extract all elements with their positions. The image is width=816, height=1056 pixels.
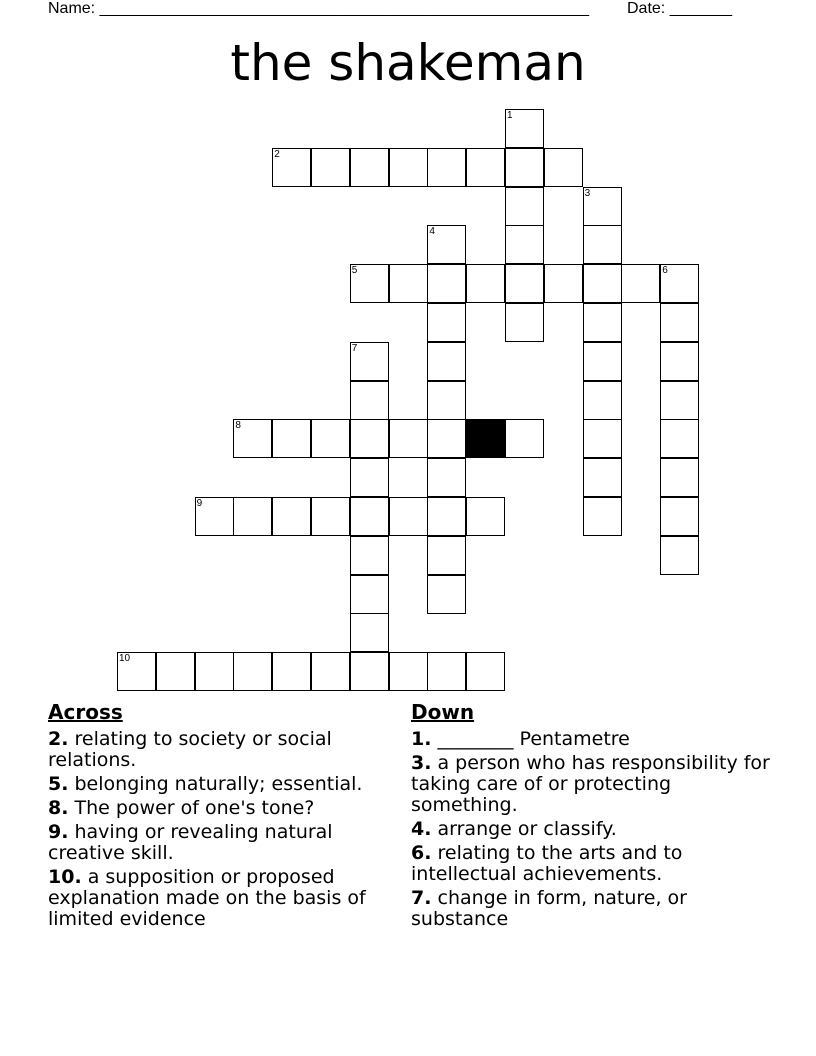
page-title: the shakeman	[230, 34, 586, 92]
grid-cell[interactable]	[583, 381, 622, 420]
grid-cell[interactable]	[350, 342, 389, 381]
across-clues	[48, 700, 388, 933]
clue-number: 7.	[411, 887, 432, 909]
clue-text: ________ Pentametre	[431, 728, 630, 750]
grid-cell[interactable]	[427, 419, 466, 458]
clue-number: 8.	[48, 797, 69, 819]
grid-cell[interactable]	[660, 303, 699, 342]
grid-cell[interactable]	[427, 264, 466, 303]
grid-cell[interactable]	[350, 458, 389, 497]
grid-cell[interactable]	[389, 497, 428, 536]
grid-cell[interactable]	[583, 458, 622, 497]
grid-cell[interactable]	[350, 613, 389, 652]
grid-cell[interactable]	[350, 536, 389, 575]
clue-number-label: 6	[662, 265, 668, 277]
grid-cell[interactable]	[427, 652, 466, 691]
grid-cell[interactable]	[466, 148, 505, 187]
clue-text: a supposition or proposed explanation made on the basis of limited evidence	[48, 866, 366, 930]
clue-across-8	[48, 798, 388, 819]
grid-cell[interactable]	[427, 497, 466, 536]
clue-text: arrange or classify.	[431, 818, 617, 840]
grid-cell[interactable]	[427, 458, 466, 497]
grid-cell[interactable]	[660, 264, 699, 303]
grid-cell[interactable]	[660, 536, 699, 575]
date-field[interactable]: Date: _______	[627, 0, 732, 17]
clue-number-label: 7	[351, 342, 358, 354]
grid-cell[interactable]	[350, 575, 389, 614]
grid-cell[interactable]	[505, 264, 544, 303]
grid-cell[interactable]	[505, 419, 544, 458]
clue-number: 6.	[411, 842, 432, 864]
grid-cell[interactable]	[544, 148, 583, 187]
grid-cell[interactable]	[350, 264, 389, 303]
grid-cell[interactable]	[195, 652, 234, 691]
grid-cell[interactable]	[195, 497, 234, 536]
grid-cell[interactable]	[427, 575, 466, 614]
grid-cell[interactable]	[311, 148, 350, 187]
grid-cell[interactable]	[156, 652, 195, 691]
clue-down-7	[411, 888, 771, 930]
clue-text: belonging naturally; essential.	[68, 773, 363, 795]
grid-cell[interactable]	[117, 652, 156, 691]
clue-number: 1.	[411, 728, 432, 750]
grid-cell[interactable]	[350, 497, 389, 536]
grid-cell[interactable]	[621, 264, 660, 303]
grid-cell[interactable]	[505, 109, 544, 148]
clue-text: relating to society or social relations.	[48, 728, 332, 771]
grid-cell[interactable]	[233, 652, 272, 691]
grid-cell[interactable]	[389, 148, 428, 187]
grid-cell[interactable]	[389, 264, 428, 303]
grid-cell[interactable]	[350, 148, 389, 187]
clue-number-label: 8	[235, 420, 241, 432]
grid-cell[interactable]	[583, 303, 622, 342]
black-square	[466, 419, 505, 458]
clue-text: The power of one's tone?	[68, 797, 315, 819]
grid-cell[interactable]	[466, 497, 505, 536]
grid-cell[interactable]	[233, 497, 272, 536]
clue-down-6	[411, 843, 771, 885]
grid-cell[interactable]	[233, 419, 272, 458]
grid-cell[interactable]	[583, 342, 622, 381]
grid-cell[interactable]	[350, 652, 389, 691]
grid-cell[interactable]	[427, 303, 466, 342]
grid-cell[interactable]	[311, 652, 350, 691]
grid-cell[interactable]	[350, 419, 389, 458]
clue-number-label: 1	[507, 110, 513, 121]
clue-number: 2.	[48, 728, 69, 750]
grid-cell[interactable]	[272, 148, 311, 187]
clue-across-5	[48, 774, 388, 795]
grid-cell[interactable]	[427, 381, 466, 420]
grid-cell[interactable]	[427, 342, 466, 381]
clue-text: relating to the arts and to intellectual achievements.	[411, 842, 683, 885]
clue-number: 4.	[411, 818, 432, 840]
grid-cell[interactable]	[660, 497, 699, 536]
grid-cell[interactable]	[660, 458, 699, 497]
grid-cell[interactable]	[466, 264, 505, 303]
grid-cell[interactable]	[427, 148, 466, 187]
grid-cell[interactable]	[389, 419, 428, 458]
clue-number-label: 5	[351, 265, 358, 277]
grid-cell[interactable]	[660, 381, 699, 420]
clue-number-label: 9	[196, 498, 203, 509]
clue-across-2	[48, 729, 388, 771]
grid-cell[interactable]	[272, 497, 311, 536]
grid-cell[interactable]	[350, 381, 389, 420]
grid-cell[interactable]	[583, 225, 622, 264]
clue-text: a person who has responsibility for taking care of or protecting something.	[411, 752, 770, 816]
clue-number-label: 3	[584, 187, 591, 199]
grid-cell[interactable]	[505, 303, 544, 342]
clue-number-label: 4	[429, 226, 435, 238]
across-heading: Across	[48, 700, 123, 724]
grid-cell[interactable]	[311, 419, 350, 458]
grid-cell[interactable]	[427, 536, 466, 575]
clue-text: change in form, nature, or substance	[411, 887, 687, 930]
grid-cell[interactable]	[583, 187, 622, 226]
down-clues	[411, 700, 771, 933]
grid-cell[interactable]	[583, 264, 622, 303]
clue-down-1	[411, 729, 771, 750]
clue-across-9	[48, 822, 388, 864]
clue-number: 5.	[48, 773, 69, 795]
grid-cell[interactable]	[505, 225, 544, 264]
clue-number-label: 2	[274, 148, 280, 160]
grid-cell[interactable]	[544, 264, 583, 303]
grid-cell[interactable]	[427, 225, 466, 264]
grid-cell[interactable]	[660, 342, 699, 381]
grid-cell[interactable]	[505, 148, 544, 187]
grid-cell[interactable]	[272, 652, 311, 691]
grid-cell[interactable]	[389, 652, 428, 691]
name-field[interactable]: Name: _______________________________________________________	[48, 0, 589, 17]
clue-number: 10.	[48, 866, 82, 888]
down-heading: Down	[411, 700, 475, 724]
grid-cell[interactable]	[505, 187, 544, 226]
clue-number-label: 10	[119, 653, 131, 665]
clue-down-4	[411, 819, 771, 840]
grid-cell[interactable]	[311, 497, 350, 536]
clue-across-10	[48, 867, 388, 930]
clue-number: 3.	[411, 752, 432, 774]
clue-down-3	[411, 753, 771, 816]
grid-cell[interactable]	[466, 652, 505, 691]
grid-cell[interactable]	[272, 419, 311, 458]
clue-text: having or revealing natural creative skill.	[48, 821, 333, 864]
clue-number: 9.	[48, 821, 69, 843]
grid-cell[interactable]	[583, 497, 622, 536]
grid-cell[interactable]	[660, 419, 699, 458]
grid-cell[interactable]	[583, 419, 622, 458]
